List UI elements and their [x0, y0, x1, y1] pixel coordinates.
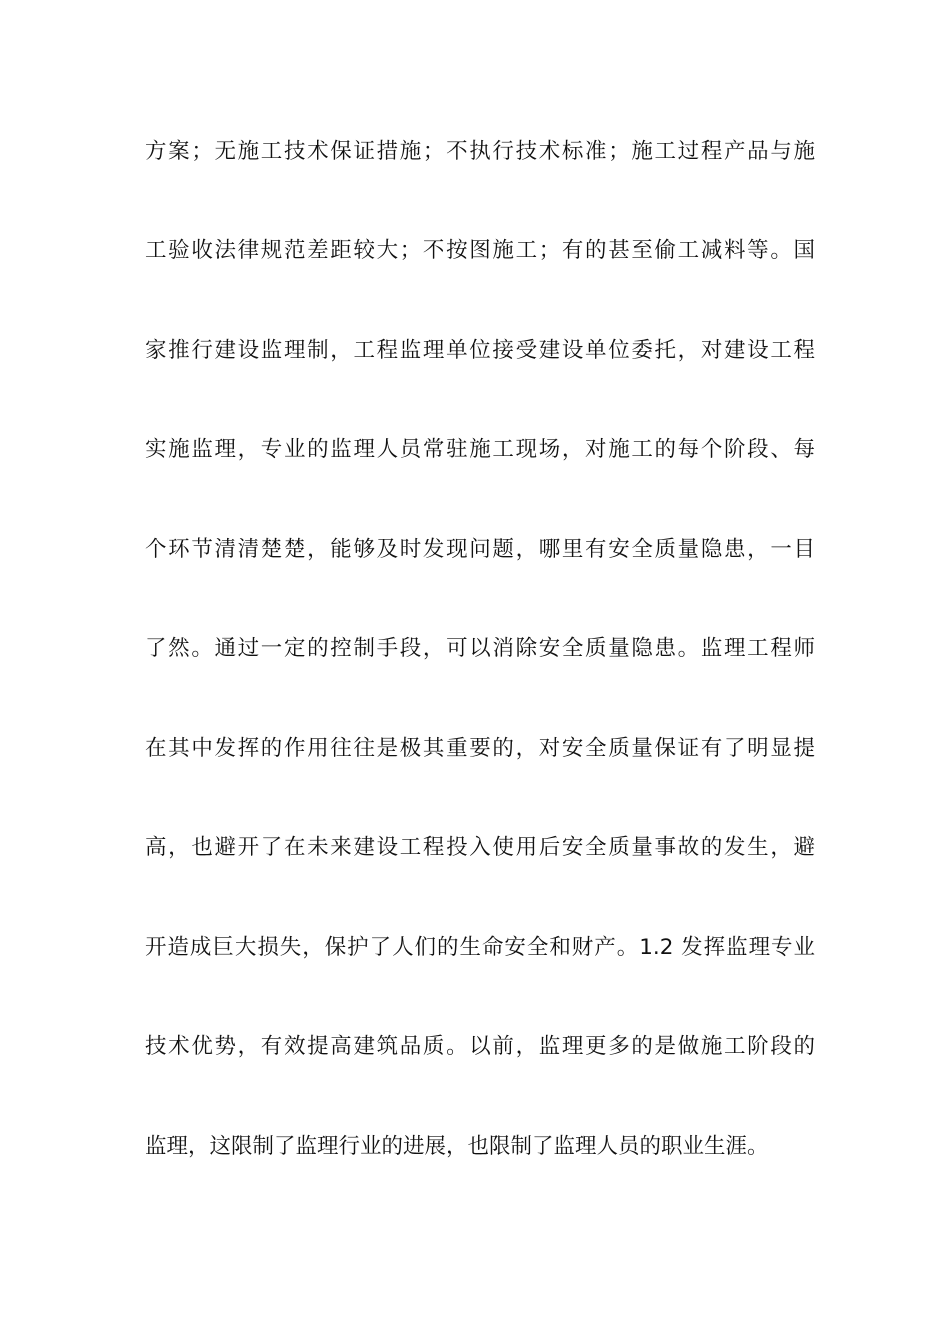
text-line: 了然。通过一定的控制手段，可以消除安全质量隐患。监理工程师: [145, 636, 815, 661]
text-line: 监理，这限制了监理行业的进展，也限制了监理人员的职业生涯。: [145, 1134, 769, 1159]
text-line: 工验收法律规范差距较大；不按图施工；有的甚至偷工减料等。国: [145, 238, 815, 263]
text-line: 家推行建设监理制，工程监理单位接受建设单位委托，对建设工程: [145, 338, 815, 363]
text-line: 技术优势，有效提高建筑品质。以前，监理更多的是做施工阶段的: [145, 1034, 815, 1059]
text-line: 个环节清清楚楚，能够及时发现问题，哪里有安全质量隐患，一目: [145, 537, 815, 562]
text-line: 方案；无施工技术保证措施；不执行技术标准；施工过程产品与施: [145, 139, 815, 164]
text-line: 在其中发挥的作用往往是极其重要的，对安全质量保证有了明显提: [145, 736, 815, 761]
text-line: 开造成巨大损失，保护了人们的生命安全和财产。1.2 发挥监理专业: [145, 935, 815, 960]
text-line: 高，也避开了在未来建设工程投入使用后安全质量事故的发生，避: [145, 835, 815, 860]
text-line: 实施监理，专业的监理人员常驻施工现场，对施工的每个阶段、每: [145, 437, 815, 462]
